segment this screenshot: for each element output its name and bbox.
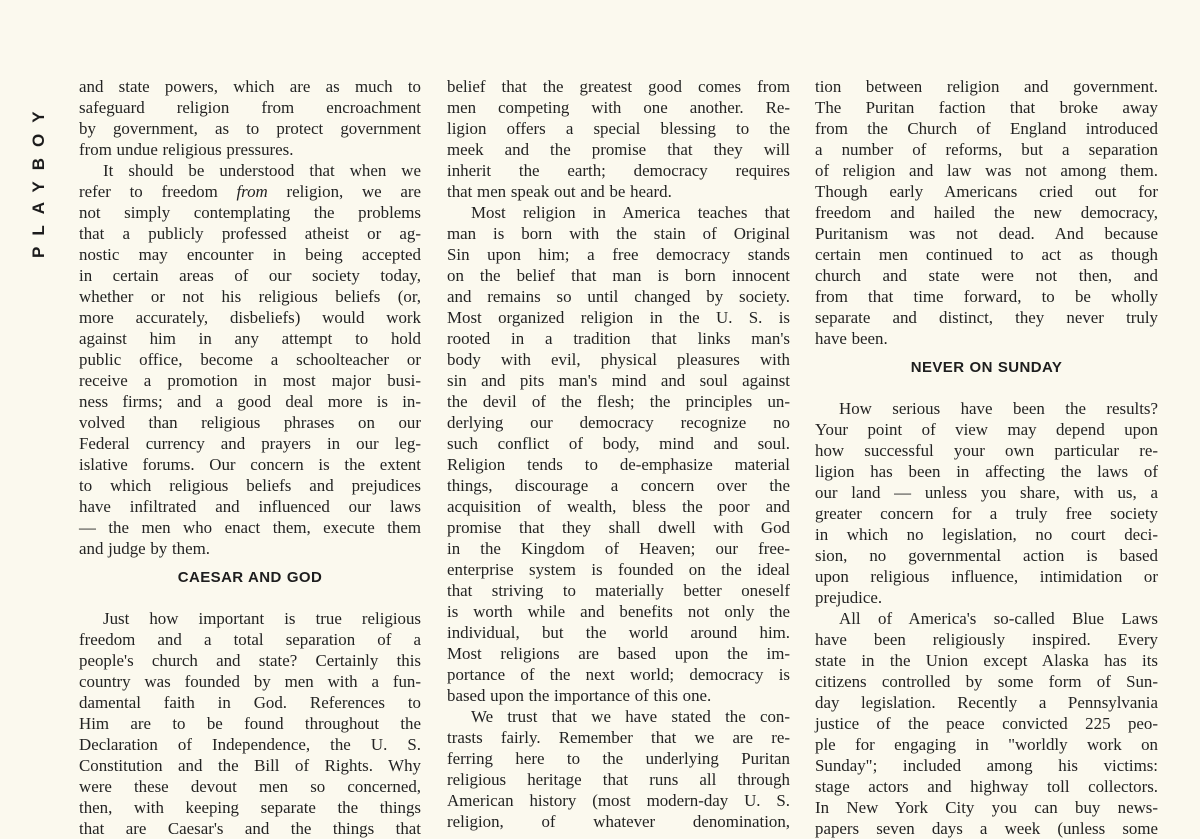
text-line: such conflict of body, mind and soul. [447, 434, 790, 453]
text-line: upon religious influence, intimidation or [815, 567, 1158, 586]
text-line: trasts fairly. Remember that we are re- [447, 728, 790, 747]
section-heading-never-on-sunday: NEVER ON SUNDAY [910, 359, 1063, 376]
text-line: sin and pits man's mind and soul against [447, 371, 790, 390]
text-line: more accurately, disbeliefs) would work [79, 308, 421, 327]
text-line: safeguard religion from encroachment [79, 98, 421, 117]
text-line: in the Kingdom of Heaven; our free- [447, 539, 790, 558]
text-line: Him are to be found throughout the [79, 714, 421, 733]
text-line: nostic may encounter in being accepted [79, 245, 421, 264]
text-line: Sin upon him; a free democracy stands [447, 245, 790, 264]
article-column-2 [447, 76, 790, 832]
text-line: — the men who enact them, execute them [79, 518, 421, 537]
text-line: based upon the importance of this one. [447, 686, 712, 705]
text-line: individual, but the world around him. [447, 623, 790, 642]
text-line: ple for engaging in "worldly work on [815, 735, 1158, 754]
text-line: that striving to materially better oneself [447, 581, 790, 600]
text-line: Most religion in America teaches that [471, 203, 790, 222]
text-line: How serious have been the results? [839, 399, 1158, 418]
text-line: volved than religious phrases on our [79, 413, 421, 432]
text-line: citizens controlled by some form of Sun- [815, 672, 1158, 691]
text-line: Sunday"; included among his victims: [815, 756, 1158, 775]
text-line: in certain areas of our society today, [79, 266, 421, 285]
italic-word: from [236, 182, 268, 201]
text-line: a number of reforms, but a separation [815, 140, 1158, 159]
text-line: tion between religion and government. [815, 77, 1158, 96]
text-line: American history (most modern-day U. S. [447, 791, 790, 810]
text-line: ness firms; and a good deal more is in- [79, 392, 421, 411]
text-line: belief that the greatest good comes from [447, 77, 790, 96]
text-line: promise that they shall dwell with God [447, 518, 790, 537]
text-line: Federal currency and prayers in our leg- [79, 434, 421, 453]
article-column-3 [815, 76, 1158, 839]
text-line: from that time forward, to be wholly [815, 287, 1158, 306]
text-line: Just how important is true religious [103, 609, 421, 628]
text-line: in which no legislation, no court deci- [815, 525, 1158, 544]
text-line: is worth while and benefits not only the [447, 602, 790, 621]
text-line: acquisition of wealth, bless the poor and [447, 497, 790, 516]
text-line: the devil of the flesh; the principles un- [447, 392, 790, 411]
text-line: justice of the peace convicted 225 peo- [815, 714, 1158, 733]
text-line: people's church and state? Certainly this [79, 651, 421, 670]
text-line: receive a promotion in most major busi- [79, 371, 421, 390]
text-line: religious heritage that runs all through [447, 770, 790, 789]
text-run: religion, we are [267, 182, 421, 201]
text-line: were these devout men so concerned, [79, 777, 421, 796]
brand-vertical-logo [22, 76, 56, 266]
text-line: our land — unless you share, with us, a [815, 483, 1158, 502]
text-line: ligion offers a special blessing to the [447, 119, 790, 138]
text-line: ferring here to the underlying Puritan [447, 749, 790, 768]
text-line: church and state were not then, and [815, 266, 1158, 285]
text-line: not simply contemplating the problems [79, 203, 421, 222]
text-line: Most organized religion in the U. S. is [447, 308, 790, 327]
text-line: have been religiously inspired. Every [815, 630, 1158, 649]
text-line: and judge by them. [79, 539, 210, 558]
text-line: freedom and hailed the new democracy, [815, 203, 1158, 222]
text-line: man is born with the stain of Original [447, 224, 790, 243]
text-line: religion, of whatever denomination, [447, 812, 790, 831]
brand-logo-text: PLAYBOY [29, 100, 48, 258]
section-heading-caesar-and-god: CAESAR AND GOD [177, 569, 323, 586]
text-line: public office, become a schoolteacher or [79, 350, 421, 369]
text-line: country was founded by men with a fun- [79, 672, 421, 691]
text-line: Though early Americans cried out for [815, 182, 1158, 201]
text-line: rooted in a tradition that links man's [447, 329, 790, 348]
text-line: damental faith in God. References to [79, 693, 421, 712]
text-line: inherit the earth; democracy requires [447, 161, 790, 180]
text-line: to which religious beliefs and prejudices [79, 476, 421, 495]
text-line: from the Church of England introduced [815, 119, 1158, 138]
text-line: We trust that we have stated the con- [471, 707, 790, 726]
text-line: and remains so until changed by society. [447, 287, 790, 306]
text-line: papers seven days a week (unless some [815, 819, 1158, 838]
text-line: The Puritan faction that broke away [815, 98, 1158, 117]
text-line: of religion and law was not among them. [815, 161, 1158, 180]
text-line: by government, as to protect government [79, 119, 421, 138]
text-line: certain men continued to act as though [815, 245, 1158, 264]
text-line: It should be understood that when we [103, 161, 421, 180]
text-line: separate and distinct, they never truly [815, 308, 1158, 327]
text-run: refer to freedom [79, 182, 237, 201]
text-line-with-italic [79, 181, 421, 202]
text-line: have infiltrated and influenced our laws [79, 497, 421, 516]
text-line: that a publicly professed atheist or ag- [79, 224, 421, 243]
text-line: from undue religious pressures. [79, 140, 294, 159]
text-line: on the belief that man is born innocent [447, 266, 790, 285]
text-line: freedom and a total separation of a [79, 630, 421, 649]
text-line: islative forums. Our concern is the extent [79, 455, 421, 474]
text-line: Your point of view may depend upon [815, 420, 1158, 439]
text-line: state in the Union except Alaska has its [815, 651, 1158, 670]
text-line: enterprise system is founded on the ideal [447, 560, 790, 579]
text-line: that men speak out and be heard. [447, 182, 672, 201]
text-line: men competing with one another. Re- [447, 98, 790, 117]
text-line: and state powers, which are as much to [79, 77, 421, 96]
text-line: body with evil, physical pleasures with [447, 350, 790, 369]
text-line: greater concern for a truly free society [815, 504, 1158, 523]
text-line: In New York City you can buy news- [815, 798, 1158, 817]
text-line: prejudice. [815, 588, 883, 607]
text-line: that are Caesar's and the things that [79, 819, 421, 838]
text-line: Puritanism was not dead. And because [815, 224, 1158, 243]
article-column-1 [79, 76, 421, 839]
text-line: sion, no governmental action is based [815, 546, 1158, 565]
text-line: against him in any attempt to hold [79, 329, 421, 348]
text-line: All of America's so-called Blue Laws [839, 609, 1158, 628]
text-line: things, discourage a concern over the [447, 476, 790, 495]
text-line: stage actors and highway toll collectors. [815, 777, 1158, 796]
text-line: meek and the promise that they will [447, 140, 790, 159]
text-line: day legislation. Recently a Pennsylvania [815, 693, 1158, 712]
text-line: whether or not his religious beliefs (or, [79, 287, 421, 306]
text-line: Constitution and the Bill of Rights. Why [79, 756, 421, 775]
text-line: ligion has been in affecting the laws of [815, 462, 1158, 481]
text-line: derlying our democracy recognize no [447, 413, 790, 432]
text-line: how successful your own particular re- [815, 441, 1158, 460]
text-line: Most religions are based upon the im- [447, 644, 790, 663]
text-line: Declaration of Independence, the U. S. [79, 735, 421, 754]
text-line: then, with keeping separate the things [79, 798, 421, 817]
text-line: portance of the next world; democracy is [447, 665, 790, 684]
text-line: have been. [815, 329, 888, 348]
text-line: Religion tends to de-emphasize material [447, 455, 790, 474]
